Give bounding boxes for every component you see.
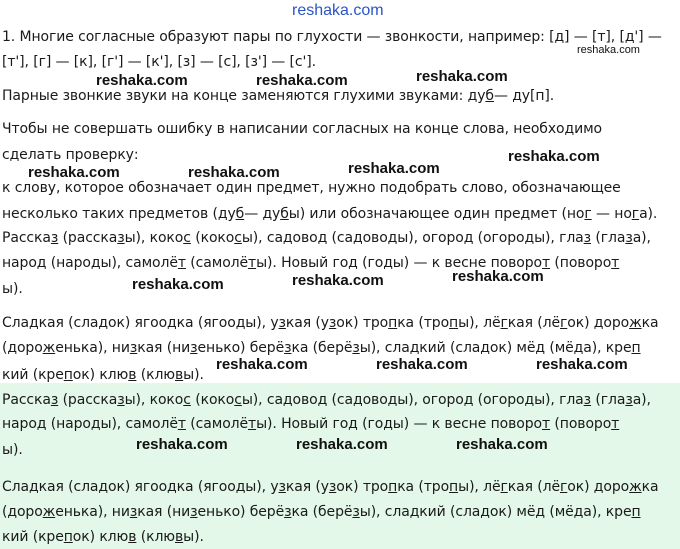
- text-line: Чтобы не совершать ошибку в написании согласных на конце слова, необходимо: [2, 121, 602, 137]
- watermark: reshaka.com: [188, 164, 280, 181]
- text-line: сделать проверку:: [2, 147, 139, 163]
- watermark: reshaka.com: [256, 72, 348, 89]
- watermark: reshaka.com: [28, 164, 120, 181]
- watermark: reshaka.com: [132, 276, 224, 293]
- watermark-top: reshaka.com: [292, 2, 384, 19]
- watermark: reshaka.com: [96, 72, 188, 89]
- text-line: (дороженька), низкая (низенько) берёзка (берёзы), сладкий (сладок) мёд (мёда), креп: [2, 340, 641, 356]
- text-line: Сладкая (сладок) ягоодка (ягооды), узкая (узок) тропка (тропы), лёгкая (лёгок) дорожка: [2, 479, 659, 495]
- watermark: reshaka.com: [136, 436, 228, 453]
- text-line: Рассказ (рассказы), кокос (кокосы), садовод (садоводы), огород (огороды), глаз (глаза),: [2, 392, 651, 408]
- text-line: народ (народы), самолёт (самолёты). Новый год (годы) — к весне поворот (поворот: [2, 416, 620, 432]
- watermark: reshaka.com: [348, 160, 440, 177]
- watermark: reshaka.com: [536, 356, 628, 373]
- watermark: reshaka.com: [296, 436, 388, 453]
- watermark: reshaka.com: [452, 268, 544, 285]
- watermark: reshaka.com: [376, 356, 468, 373]
- text-line: кий (крепок) клюв (клювы).: [2, 529, 204, 545]
- text-line: ы).: [2, 281, 23, 297]
- text-line: (дороженька), низкая (низенько) берёзка (берёзы), сладкий (сладок) мёд (мёда), креп: [2, 504, 641, 520]
- text-line: народ (народы), самолёт (самолёты). Новый год (годы) — к весне поворот (поворот: [2, 255, 620, 271]
- watermark: reshaka.com: [216, 356, 308, 373]
- text-line: ы).: [2, 442, 23, 458]
- text-line: [т'], [г] — [к], [г'] — [к'], [з] — [с], [з'] — [с'].: [2, 54, 316, 70]
- text-line: Рассказ (рассказы), кокос (кокосы), садовод (садоводы), огород (огороды), глаз (глаза),: [2, 230, 651, 246]
- text-line: 1. Многие согласные образуют пары по глухости — звонкости, например: [д] — [т], [д'] —: [2, 29, 662, 45]
- watermark: reshaka.com: [508, 148, 600, 165]
- watermark: reshaka.com: [456, 436, 548, 453]
- text-line: кий (крепок) клюв (клювы).: [2, 367, 204, 383]
- text-line: Сладкая (сладок) ягоодка (ягооды), узкая (узок) тропка (тропы), лёгкая (лёгок) дорожка: [2, 315, 659, 331]
- text-line: к слову, которое обозначает один предмет, нужно подобрать слово, обозначающее: [2, 180, 621, 196]
- text-line: Парные звонкие звуки на конце заменяются глухими звуками: дуб— ду[п].: [2, 88, 555, 104]
- watermark: reshaka.com: [416, 68, 508, 85]
- text-line: несколько таких предметов (дуб— дубы) или обозначающее один предмет (ног — нога).: [2, 206, 658, 222]
- watermark: reshaka.com: [292, 272, 384, 289]
- watermark: reshaka.com: [577, 44, 640, 56]
